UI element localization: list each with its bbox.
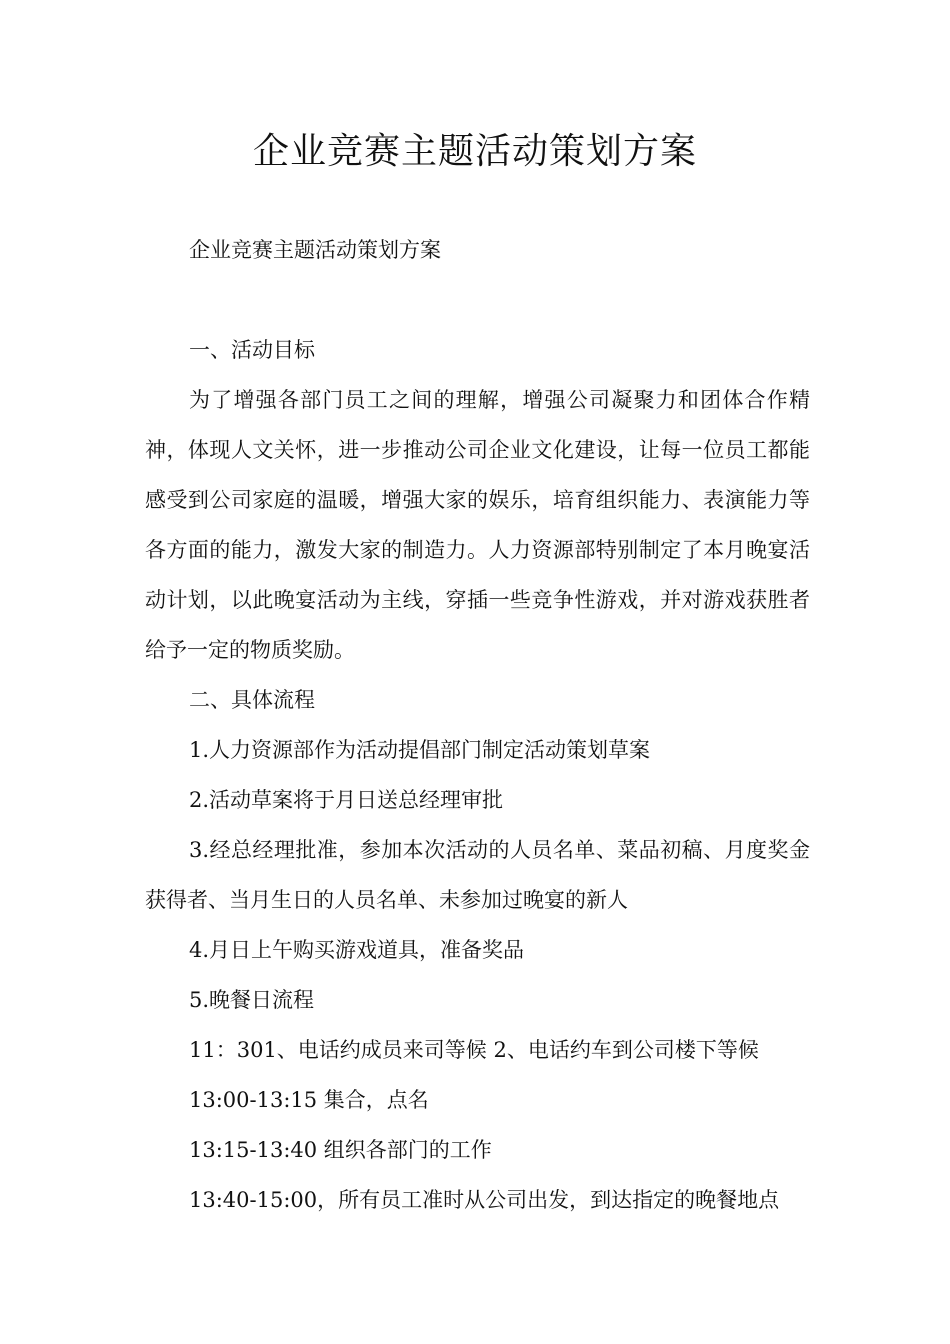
process-step-2: 2.活动草案将于月日送总经理审批 [189,788,504,812]
document-subtitle: 企业竞赛主题活动策划方案 [189,238,441,262]
section-1-paragraph: 为了增强各部门员工之间的理解，增强公司凝聚力和团体合作精神，体现人文关怀，进一步推动公司企业文化建设，让每一位员工都能感受到公司家庭的温暖，增强大家的娱乐，培育组织能力、表演能力等各方面的能力，激发大家的制造力。人力资源部特别制定了本月晚宴活动计划，以此晚宴活动为主线，穿插一些竞争性游戏，并对游戏获胜者给予一定的物质奖励。 [145,388,810,662]
section-2-heading: 二、具体流程 [189,688,315,712]
schedule-line-2: 13:00-13:15 集合，点名 [189,1088,429,1112]
section-1-heading: 一、活动目标 [189,338,315,362]
document-body [145,225,810,1225]
schedule-line-4: 13:40-15:00，所有员工准时从公司出发，到达指定的晚餐地点 [189,1188,780,1212]
schedule-line-3: 13:15-13:40 组织各部门的工作 [189,1138,492,1162]
process-step-3: 3.经总经理批准，参加本次活动的人员名单、菜品初稿、月度奖金获得者、当月生日的人员名单、未参加过晚宴的新人 [145,838,810,912]
process-step-5: 5.晚餐日流程 [189,988,315,1012]
process-step-4: 4.月日上午购买游戏道具，准备奖品 [189,938,525,962]
schedule-line-1: 11：301、电话约成员来司等候 2、电话约车到公司楼下等候 [189,1038,759,1062]
spacer [145,275,810,325]
document-title: 企业竞赛主题活动策划方案 [252,131,697,172]
process-step-1: 1.人力资源部作为活动提倡部门制定活动策划草案 [189,738,651,762]
